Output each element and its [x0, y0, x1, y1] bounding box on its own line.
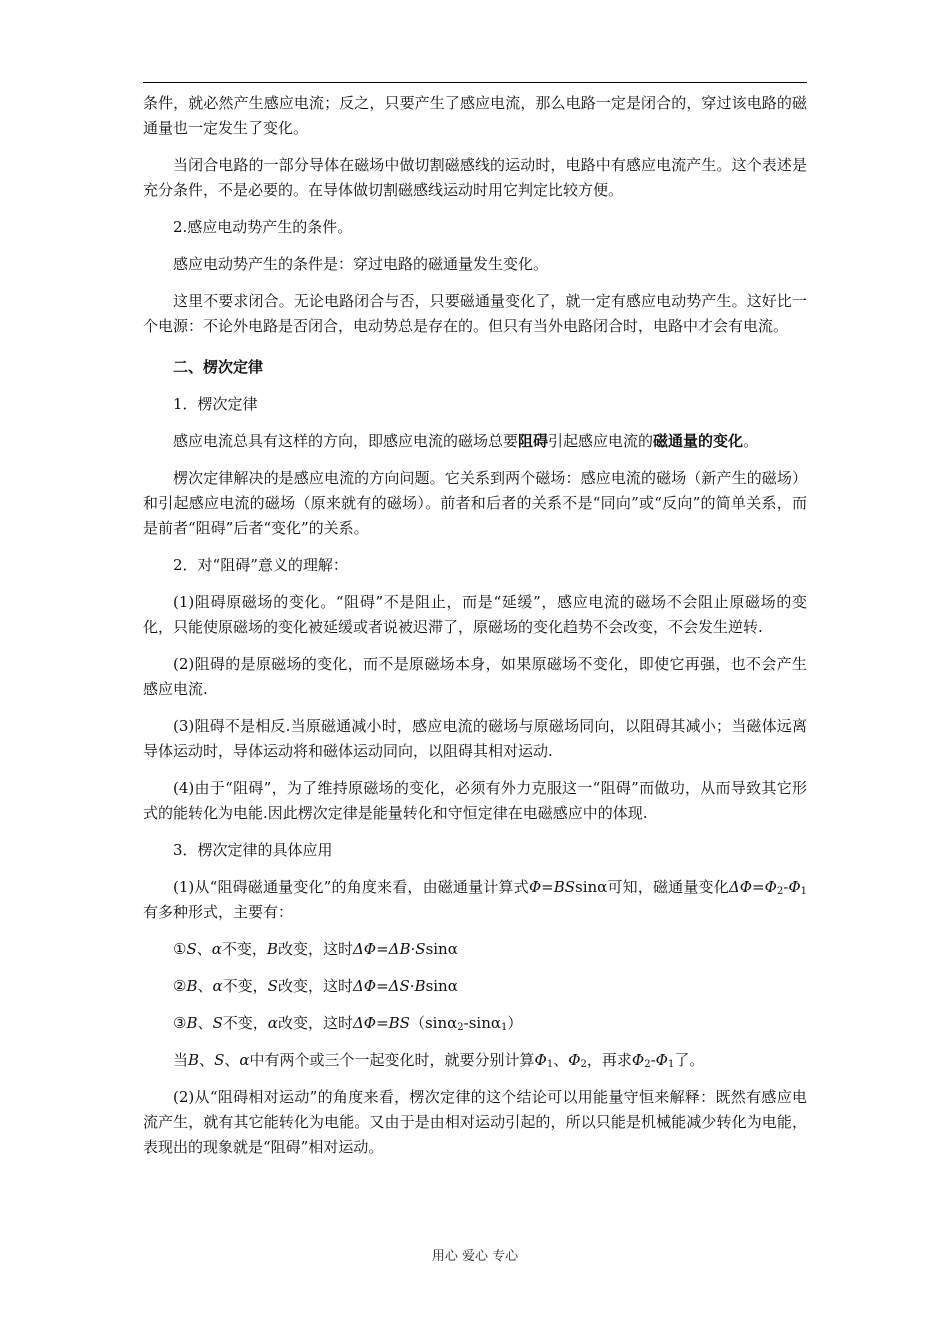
subsection-heading: 1．楞次定律 [173, 395, 258, 413]
paragraph: (2)阻碍的是原磁场的变化，而不是原磁场本身，如果原磁场不变化，即使它再强，也不会产生感应电流. [143, 655, 807, 698]
paragraph: (2)从“阻碍相对运动”的角度来看，楞次定律的这个结论可以用能量守恒来解释：既然有感应电流产生，就有其它能转化为电能。又由于是由相对运动引起的，所以只能是机械能减少转化为电能，表现出的现象就是“阻碍”相对运动。 [143, 1088, 807, 1156]
paragraph: (1)从“阻碍磁通量变化”的角度来看，由磁通量计算式Φ=BSsinα可知，磁通量变化$\Delta\Phi=\Phi_2-\Phi_1$有多种形式，主要有： [143, 878, 807, 921]
page-footer: 用心 爱心 专心 [431, 1249, 519, 1264]
paragraph: (1)阻碍原磁场的变化。“阻碍”不是阻止，而是“延缓”，感应电流的磁场不会阻止原磁场的变化，只能使原磁场的变化被延缓或者说被迟滞了，原磁场的变化趋势不会改变，不会发生逆转. [143, 593, 807, 636]
paragraph: 楞次定律解决的是感应电流的方向问题。它关系到两个磁场：感应电流的磁场（新产生的磁场）和引起感应电流的磁场（原来就有的磁场）。前者和后者的关系不是“同向”或“反向”的简单关系，而是前者“阻碍”后者“变化”的关系。 [143, 469, 807, 537]
paragraph: 感应电流总具有这样的方向，即感应电流的磁场总要阻碍引起感应电流的磁通量的变化。 [173, 432, 759, 450]
paragraph: 当闭合电路的一部分导体在磁场中做切割磁感线的运动时，电路中有感应电流产生。这个表述是充分条件，不是必要的。在导体做切割磁感线运动时用它判定比较方便。 [143, 156, 807, 199]
paragraph: (4)由于“阻碍”，为了维持原磁场的变化，必须有外力克服这一“阻碍”而做功，从而导致其它形式的能转化为电能.因此楞次定律是能量转化和守恒定律在电磁感应中的体现. [143, 779, 807, 822]
emphasis: 阻碍 [518, 432, 549, 450]
formula-line: ②B、α不变，S改变，这时ΔΦ=ΔS·Bsinα [173, 977, 458, 995]
paragraph: (3)阻碍不是相反.当原磁通减小时，感应电流的磁场与原磁场同向，以阻碍其减小；当磁体远离导体运动时，导体运动将和磁体运动同向，以阻碍其相对运动. [143, 717, 807, 760]
formula: ΔΦ=Φ [728, 878, 777, 896]
document-body [143, 91, 807, 1160]
paragraph: 条件，就必然产生感应电流；反之，只要产生了感应电流，那么电路一定是闭合的，穿过该电路的磁通量也一定发生了变化。 [143, 94, 807, 137]
paragraph: 当B、S、α中有两个或三个一起变化时，就要分别计算$\Phi_1$、$\Phi_2$，再求$\Phi_2-\Phi_1$了。 [173, 1051, 705, 1070]
paragraph: 感应电动势产生的条件是：穿过电路的磁通量发生变化。 [173, 255, 549, 273]
formula-line: ①S、α不变，B改变，这时ΔΦ=ΔB·Ssinα [173, 940, 458, 958]
header-rule [143, 82, 807, 83]
formula: Φ=BS [528, 878, 575, 896]
section-heading: 二、楞次定律 [173, 358, 264, 376]
paragraph: 这里不要求闭合。无论电路闭合与否，只要磁通量变化了，就一定有感应电动势产生。这好比一个电源：不论外电路是否闭合，电动势总是存在的。但只有当外电路闭合时，电路中才会有电流。 [143, 292, 807, 335]
emphasis: 磁通量的变化 [653, 432, 744, 450]
subsection-heading: 3．楞次定律的具体应用 [173, 841, 333, 859]
subsection-heading: 2．对“阻碍”意义的理解： [173, 556, 348, 574]
formula-line: ③B、S不变，α改变，这时ΔΦ=BS（sinα$_2$-sinα$_1$） [173, 1014, 523, 1033]
paragraph: 2.感应电动势产生的条件。 [173, 218, 353, 236]
